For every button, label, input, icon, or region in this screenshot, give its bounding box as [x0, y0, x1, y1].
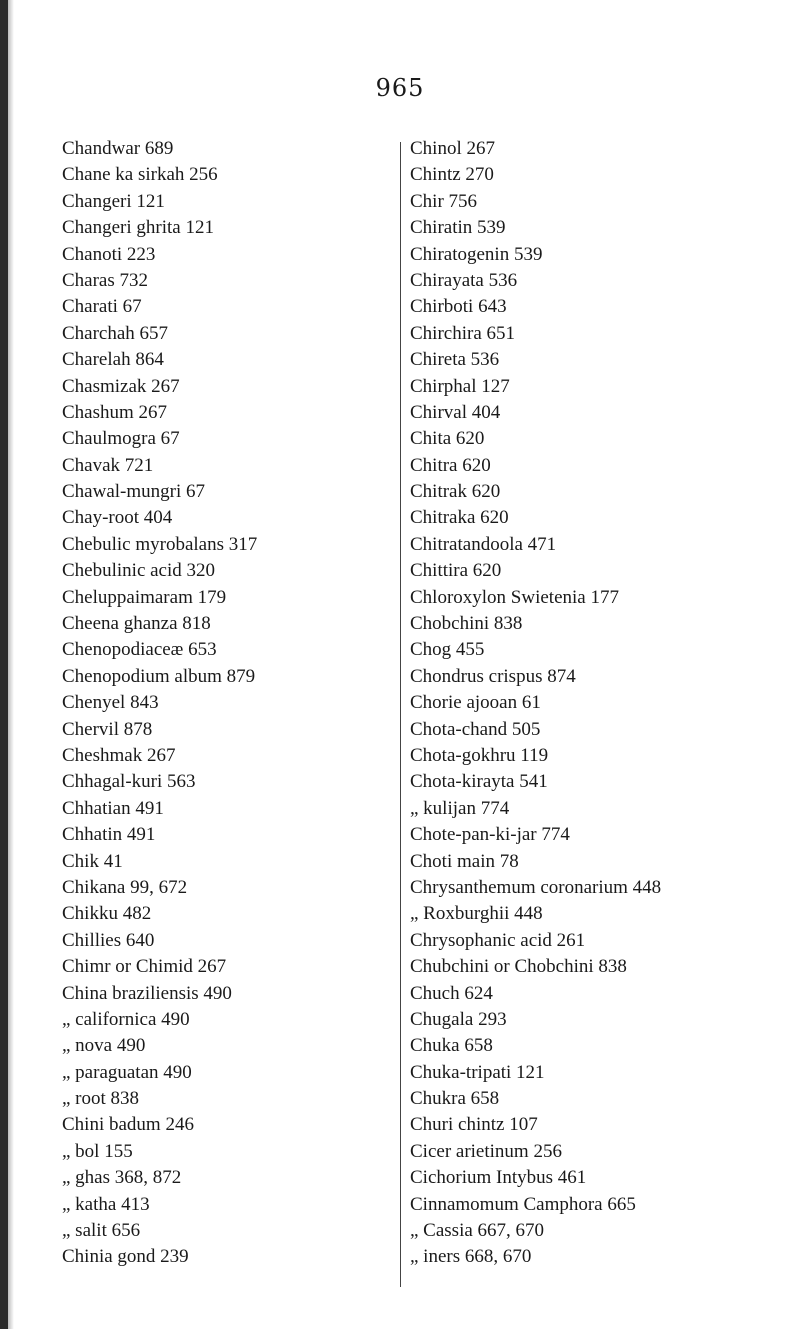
- index-entry: Chitrak 620: [410, 481, 501, 503]
- index-entry: Chuka 658: [410, 1035, 493, 1057]
- index-column-left: [62, 136, 392, 1271]
- index-entry: „ katha 413: [62, 1193, 150, 1215]
- index-entry: Chirayata 536: [410, 269, 518, 291]
- index-entry: Charchah 657: [62, 322, 169, 344]
- index-entry: Chinol 267: [410, 138, 495, 159]
- index-column-right: [410, 136, 770, 1271]
- index-entry: Chirphal 127: [410, 375, 510, 397]
- index-entry: Chirval 404: [410, 401, 501, 423]
- index-entry: Chuch 624: [410, 982, 493, 1004]
- index-entry: „ nova 490: [62, 1035, 146, 1057]
- index-entry: „ root 838: [62, 1088, 140, 1110]
- index-entry: Chuka-tripati 121: [410, 1061, 545, 1083]
- index-entry: Changeri 121: [62, 190, 165, 212]
- index-entry: Chillies 640: [62, 929, 155, 951]
- index-entry: „ iners 668, 670: [410, 1246, 532, 1268]
- index-entry: Chrysophanic acid 261: [410, 929, 586, 951]
- index-entry: Chebulic myrobalans 317: [62, 533, 258, 555]
- index-entry: Chukra 658: [410, 1088, 500, 1110]
- index-entry: Chota-chand 505: [410, 718, 541, 740]
- index-entry: Chireta 536: [410, 349, 500, 371]
- index-entry: Chebulinic acid 320: [62, 560, 216, 582]
- index-entry: Charelah 864: [62, 349, 164, 371]
- book-binding-edge: [0, 0, 8, 1329]
- index-entry: Chirboti 643: [410, 296, 507, 318]
- index-entry: Chir 756: [410, 190, 478, 212]
- index-entry: Choti main 78: [410, 850, 519, 872]
- index-entry: Chawal-mungri 67: [62, 481, 206, 503]
- index-entry: Chorie ajooan 61: [410, 692, 541, 714]
- index-entry: Chavak 721: [62, 454, 154, 476]
- index-entry: Chasmizak 267: [62, 375, 180, 397]
- index-entry: „ kulijan 774: [410, 797, 510, 819]
- index-entry: Chubchini or Chobchini 838: [410, 956, 627, 978]
- index-entry: Cheena ghanza 818: [62, 613, 211, 635]
- index-entry: Churi chintz 107: [410, 1114, 538, 1136]
- index-entry: Chitraka 620: [410, 507, 509, 529]
- index-entry: Chhatin 491: [62, 824, 156, 846]
- index-entry: Charas 732: [62, 269, 149, 291]
- index-entry: Cicer arietinum 256: [410, 1140, 562, 1162]
- index-entry: Chitra 620: [410, 454, 491, 476]
- index-entry: Chikana 99, 672: [62, 876, 188, 898]
- index-entry: Chota-gokhru 119: [410, 744, 549, 766]
- index-entry: Chintz 270: [410, 164, 494, 186]
- index-entry: Chervil 878: [62, 718, 153, 740]
- index-entry: Chita 620: [410, 428, 485, 450]
- index-entry: Chitratandoola 471: [410, 533, 557, 555]
- index-entry: Chobchini 838: [410, 613, 523, 635]
- page-number: 965: [375, 74, 425, 102]
- index-entry: Cichorium Intybus 461: [410, 1167, 587, 1189]
- index-entry: Cheluppaimaram 179: [62, 586, 227, 608]
- index-entry: Chhatian 491: [62, 797, 164, 819]
- index-entry: Chirchira 651: [410, 322, 516, 344]
- index-entry: Chrysanthemum coronarium 448: [410, 876, 662, 898]
- index-entry: Chota-kirayta 541: [410, 771, 548, 793]
- index-entry: Chog 455: [410, 639, 485, 661]
- index-entry: Chaulmogra 67: [62, 428, 180, 450]
- index-entry: Chandwar 689: [62, 138, 174, 159]
- index-entry: „ salit 656: [62, 1220, 141, 1242]
- index-entry: „ bol 155: [62, 1140, 133, 1162]
- binding-shadow: [8, 0, 14, 1329]
- index-entry: Chote-pan-ki-jar 774: [410, 824, 570, 846]
- index-entry: Chini badum 246: [62, 1114, 194, 1136]
- index-entry: Cheshmak 267: [62, 744, 176, 766]
- index-entry: Chhagal-kuri 563: [62, 771, 196, 793]
- index-entry: „ Roxburghii 448: [410, 903, 543, 925]
- index-entry: China braziliensis 490: [62, 982, 232, 1004]
- index-entry: Chane ka sirkah 256: [62, 164, 218, 186]
- index-entry: „ paraguatan 490: [62, 1061, 192, 1083]
- index-entry: „ Cassia 667, 670: [410, 1220, 545, 1242]
- column-divider: [400, 142, 401, 1287]
- index-entry: Chugala 293: [410, 1008, 507, 1030]
- index-entry: Changeri ghrita 121: [62, 217, 214, 239]
- index-entry: „ ghas 368, 872: [62, 1167, 182, 1189]
- index-entry: Chloroxylon Swietenia 177: [410, 586, 619, 608]
- index-entry: Charati 67: [62, 296, 142, 318]
- index-entry: Chiratin 539: [410, 217, 506, 239]
- index-entry: Cinnamomum Camphora 665: [410, 1193, 636, 1215]
- index-entry: Chenopodiaceæ 653: [62, 639, 217, 661]
- index-entry: Chittira 620: [410, 560, 502, 582]
- index-entry: Chiratogenin 539: [410, 243, 543, 265]
- index-entry: Chikku 482: [62, 903, 152, 925]
- index-entry: Chondrus crispus 874: [410, 665, 576, 687]
- index-entry: Chinia gond 239: [62, 1246, 189, 1268]
- index-entry: Chay-root 404: [62, 507, 173, 529]
- index-entry: „ californica 490: [62, 1008, 190, 1030]
- index-entry: Chenyel 843: [62, 692, 159, 714]
- index-entry: Chik 41: [62, 850, 123, 872]
- index-entry: Chanoti 223: [62, 243, 156, 265]
- index-entry: Chashum 267: [62, 401, 168, 423]
- index-entry: Chimr or Chimid 267: [62, 956, 227, 978]
- index-entry: Chenopodium album 879: [62, 665, 256, 687]
